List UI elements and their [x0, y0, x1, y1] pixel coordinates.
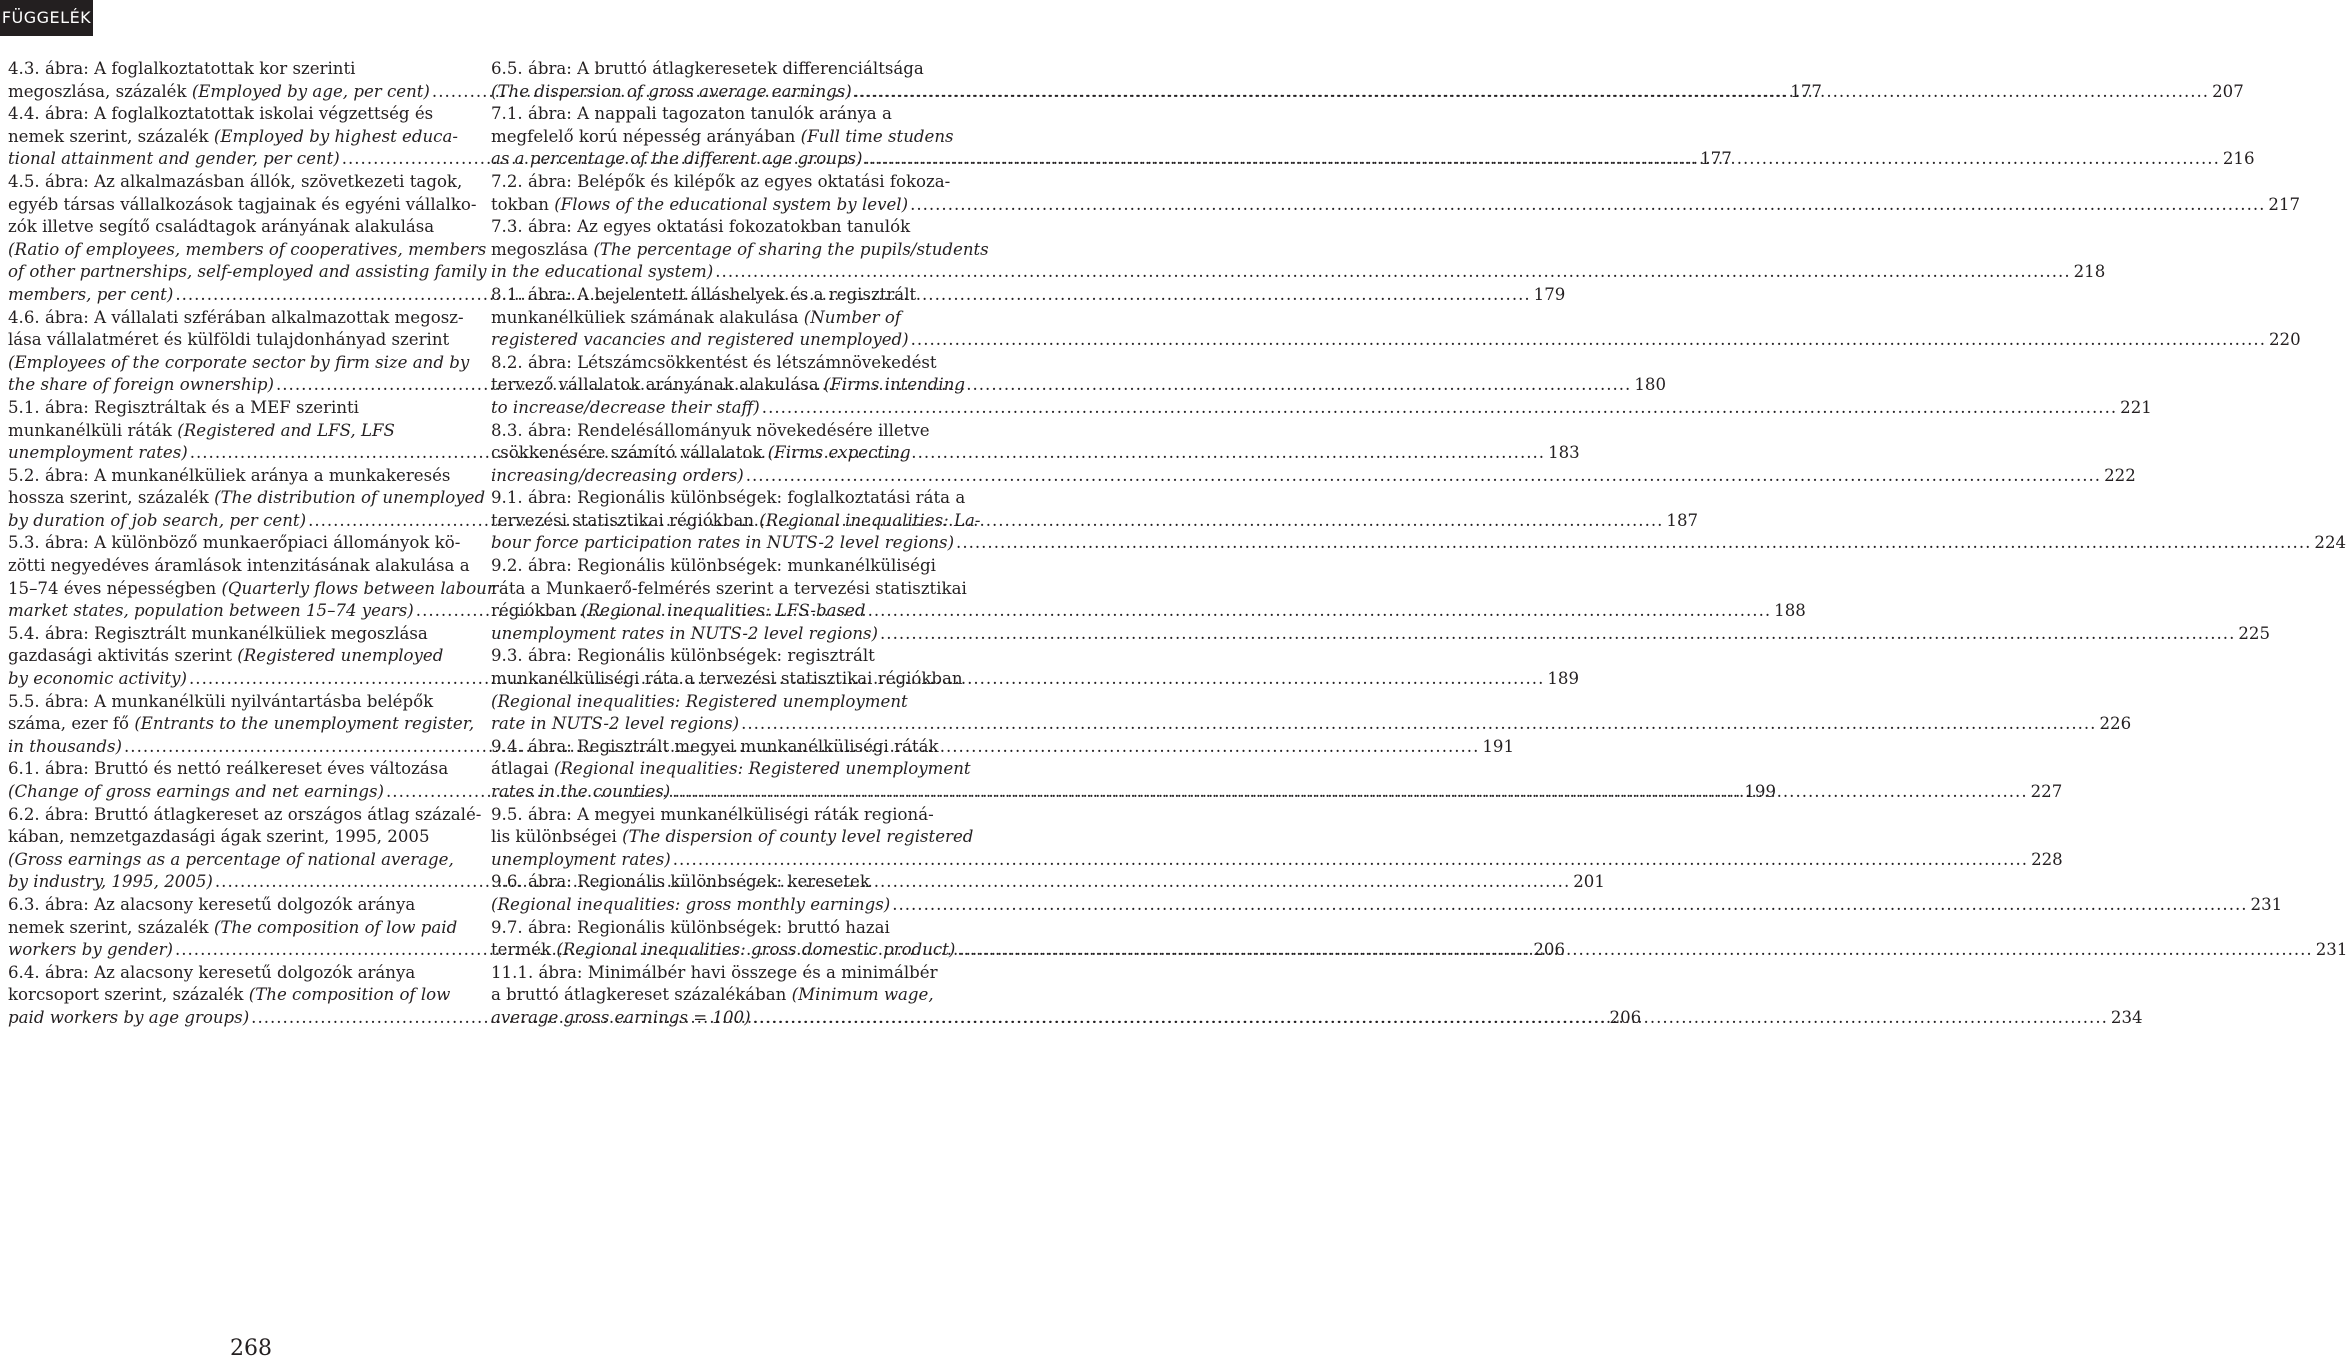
toc-entry-text: by industry, 1995, 2005): [8, 872, 213, 892]
toc-entry-text: régiókban (Regional inequalities: LFS-based: [491, 601, 866, 621]
toc-entry-line: [8, 420, 470, 443]
toc-entry-text: in the educational system): [491, 262, 714, 282]
toc-entry-text: tervezési statisztikai régiókban (Regional inequalities: La-: [491, 510, 981, 530]
toc-page-number: 201: [1573, 872, 1605, 892]
toc-entry-line: [8, 261, 487, 284]
toc-entry-text: korcsoport szerint, százalék (The composition of low: [8, 985, 451, 1005]
dot-leader: [910, 194, 2265, 217]
toc-entry-line: [491, 239, 989, 262]
toc-entry-line: [491, 849, 2063, 872]
toc-entry-line: [8, 487, 486, 510]
toc-entry-line: [491, 600, 953, 623]
dot-leader: [956, 532, 2311, 555]
toc-entry-line: [8, 465, 470, 488]
toc-entry-line: [491, 962, 953, 985]
toc-entry-text: (Employees of the corporate sector by firm size and by: [8, 352, 470, 372]
toc-page-number: 177: [1790, 81, 1822, 101]
toc-page-number: 206: [1533, 940, 1566, 960]
toc-entry-line: [8, 894, 470, 917]
toc-entry-line: [491, 691, 953, 714]
toc-entry-text: egyéb társas vállalkozások tagjainak és egyéni vállalko-: [8, 194, 477, 214]
toc-page-number: 221: [2120, 397, 2152, 417]
toc-entry-text: 6.4. ábra: Az alacsony keresetű dolgozók aránya: [8, 962, 416, 982]
toc-entry-line: [491, 826, 974, 849]
toc-entry-text: 8.2. ábra: Létszámcsökkentést és létszámnövekedést: [491, 352, 937, 372]
toc-entry-text: 9.4. ábra: Regisztrált megyei munkanélküliségi ráták: [491, 736, 939, 756]
toc-entry-text: 6.3. ábra: Az alacsony keresetű dolgozók aránya: [8, 894, 416, 914]
toc-entry-text: (Regional inequalities: Registered unemployment: [491, 691, 908, 711]
toc-entry-text: termék (Regional inequalities: gross domestic product): [491, 940, 956, 960]
toc-entry-line: [8, 984, 470, 1007]
dot-leader: [741, 713, 2096, 736]
toc-entry-text: by economic activity): [8, 669, 188, 689]
toc-entry-text: registered vacancies and registered unemployed): [491, 330, 909, 350]
toc-entry-text: (Ratio of employees, members of cooperatives, members: [8, 239, 487, 259]
toc-entry-text: ráta a Munkaerő-felmérés szerint a tervezési statisztikai: [491, 578, 967, 598]
dot-leader: [672, 781, 2027, 804]
dot-leader: [753, 1007, 2108, 1030]
dot-leader: [673, 849, 2028, 872]
toc-entry-text: the share of foreign ownership): [8, 375, 274, 395]
toc-entry-line: [8, 103, 470, 126]
toc-entry-text: zötti negyedéves áramlások intenzitásának alakulása a: [8, 556, 470, 576]
toc-entry-text: 9.1. ábra: Regionális különbségek: foglalkoztatási ráta a: [491, 488, 966, 508]
toc-page-number: 199: [1744, 782, 1777, 801]
toc-entry-line: [491, 645, 953, 668]
toc-entry-text: 7.2. ábra: Belépők és kilépők az egyes oktatási fokoza-: [491, 171, 951, 191]
toc-entry-text: by duration of job search, per cent): [8, 510, 307, 530]
toc-entry-line: [491, 623, 2271, 646]
toc-entry-text: 9.6. ábra: Regionális különbségek: keresetek: [491, 872, 870, 892]
toc-entry-text: (The dispersion of gross average earnings): [491, 81, 852, 101]
toc-entry-line: [491, 532, 2347, 555]
toc-entry-text: 7.1. ábra: A nappali tagozaton tanulók aránya a: [491, 104, 892, 124]
toc-entry-line: [8, 329, 470, 352]
toc-entry-text: száma, ezer fő (Entrants to the unemployment register,: [8, 714, 475, 734]
toc-entry-line: [491, 103, 953, 126]
dot-leader: [880, 623, 2235, 646]
toc-entry-text: paid workers by age groups): [8, 1007, 250, 1027]
toc-entry-text: lása vállalatméret és külföldi tulajdonhányad szerint: [8, 330, 450, 350]
toc-entry-text: increasing/decreasing orders): [491, 465, 744, 485]
dot-leader: [762, 397, 2117, 420]
toc-entry-text: 9.5. ábra: A megyei munkanélküliségi ráták regioná-: [491, 804, 934, 824]
dot-leader: [911, 329, 2266, 352]
toc-entry-line: [8, 917, 470, 940]
toc-entry-line: [491, 329, 2301, 352]
toc-entry-line: [8, 804, 482, 827]
toc-page-number: 227: [2030, 782, 2063, 801]
toc-page-number: 222: [2104, 465, 2136, 485]
toc-entry-text: 4.3. ábra: A foglalkoztatottak kor szerinti: [8, 59, 356, 78]
toc-page-number: 191: [1482, 736, 1515, 756]
toc-entry-line: [8, 126, 470, 149]
toc-entry-line: [491, 758, 971, 781]
toc-entry-text: 9.3. ábra: Regionális különbségek: regisztrált: [491, 646, 875, 666]
toc-entry-line: [491, 555, 953, 578]
toc-entry-text: 15–74 éves népességben (Quarterly flows between labour: [8, 578, 495, 598]
toc-page-number: 220: [2268, 330, 2301, 350]
toc-entry-text: 4.5. ábra: Az alkalmazásban állók, szövetkezeti tagok,: [8, 171, 463, 191]
toc-entry-line: [8, 239, 487, 262]
toc-entry-line: [8, 216, 470, 239]
toc-entry-line: [8, 713, 475, 736]
toc-entry-text: zók illetve segítő családtagok arányának alakulása: [8, 217, 435, 237]
toc-page-number: 188: [1774, 601, 1806, 621]
toc-entry-line: [491, 420, 953, 443]
page-number: 268: [230, 1336, 272, 1361]
toc-entry-line: [8, 532, 470, 555]
toc-entry-line: [491, 284, 953, 307]
toc-entry-line: [491, 397, 2152, 420]
toc-entry-text: 8.3. ábra: Rendelésállományuk növekedésére illetve: [491, 420, 930, 440]
toc-entry-text: lis különbségei (The dispersion of county level registered: [491, 827, 974, 847]
toc-entry-line: [491, 465, 2136, 488]
toc-entry-text: 9.2. ábra: Regionális különbségek: munkanélküliségi: [491, 556, 936, 576]
toc-entry-line: [8, 58, 470, 81]
toc-entry-text: 11.1. ábra: Minimálbér havi összege és a minimálbér: [491, 962, 938, 982]
toc-entry-line: [491, 917, 953, 940]
toc-entry[interactable]: [491, 216, 2106, 284]
toc-entry-text: 4.6. ábra: A vállalati szférában alkalmazottak megosz-: [8, 307, 464, 327]
toc-entry-text: 9.7. ábra: Regionális különbségek: bruttó hazai: [491, 917, 890, 937]
toc-entry-text: unemployment rates): [491, 849, 671, 869]
toc-entry-line: [8, 691, 470, 714]
toc-page-number: 231: [2250, 894, 2283, 914]
toc-entry-text: members, per cent): [8, 284, 174, 304]
toc-page-number: 179: [1533, 284, 1566, 304]
toc-entry-text: (Regional inequalities: gross monthly earnings): [491, 894, 891, 914]
toc-entry-text: 5.3. ábra: A különböző munkaerőpiaci állományok kö-: [8, 533, 461, 553]
dot-leader: [854, 81, 2209, 104]
section-header-label: FÜGGELÉK: [1, 8, 92, 27]
toc-entry-line: [8, 555, 470, 578]
toc-entry-line: [8, 645, 470, 668]
toc-entry-line: [491, 668, 963, 691]
toc-entry-text: 6.1. ábra: Bruttó és nettó reálkereset éves változása: [8, 759, 449, 779]
toc-entry-line: [491, 307, 953, 330]
toc-entry-text: unemployment rates in NUTS-2 level regions): [491, 623, 879, 643]
toc-entry-line: [8, 171, 470, 194]
toc-page-number: 218: [2073, 262, 2106, 282]
toc-entry-line: [491, 58, 953, 81]
toc-entry-text: a bruttó átlagkereset százalékában (Minimum wage,: [491, 985, 934, 1005]
dot-leader: [865, 148, 2220, 171]
toc-page-number: 177: [1700, 149, 1732, 169]
toc-entry-line: [491, 736, 953, 759]
toc-entry-text: 6.5. ábra: A bruttó átlagkeresetek differenciáltsága: [491, 59, 924, 78]
toc-entry-line: [491, 171, 953, 194]
toc-page-number: 216: [2222, 149, 2255, 169]
toc-entry-line: [8, 307, 470, 330]
toc-page-number: 226: [2099, 714, 2132, 734]
toc-entry-text: hossza szerint, százalék (The distribution of unemployed: [8, 488, 486, 508]
toc-entry[interactable]: [491, 171, 2301, 216]
toc-page-number: 189: [1547, 669, 1580, 689]
toc-entry-text: as a percentage of the different age groups): [491, 149, 863, 169]
toc-entry-line: [8, 578, 495, 601]
toc-entry-text: (Gross earnings as a percentage of national average,: [8, 849, 454, 869]
toc-entry-line: [491, 126, 953, 149]
dot-leader: [957, 939, 2312, 962]
toc-entry-text: in thousands): [8, 736, 123, 756]
toc-entry-text: megfelelő korú népesség arányában (Full time studens: [491, 126, 954, 146]
toc-entry-line: [8, 849, 470, 872]
toc-page-number: 231: [2315, 940, 2347, 960]
toc-entry-line: [491, 984, 953, 1007]
toc-entry-line: [8, 194, 477, 217]
toc-entry-text: unemployment rates): [8, 443, 188, 463]
toc-page-number: 180: [1634, 375, 1667, 395]
toc-entry-line: [491, 871, 953, 894]
toc-entry-text: 5.5. ábra: A munkanélküli nyilvántartásba belépők: [8, 691, 434, 711]
toc-entry-text: csökkenésére számító vállalatok (Firms expecting: [491, 443, 911, 463]
toc-entry-line: [8, 962, 470, 985]
toc-entry-text: nemek szerint, százalék (Employed by highest educa-: [8, 126, 458, 146]
toc-page-number: 228: [2031, 849, 2063, 869]
toc-entry-line: [491, 713, 2132, 736]
toc-entry-text: megoszlása (The percentage of sharing the pupils/students: [491, 239, 989, 259]
toc-page-number: 217: [2268, 194, 2301, 214]
toc-page-number: 183: [1548, 443, 1580, 463]
toc-entry-text: (Change of gross earnings and net earnings): [8, 782, 385, 801]
toc-entry-text: rate in NUTS-2 level regions): [491, 714, 740, 734]
toc-entry-text: 5.1. ábra: Regisztráltak és a MEF szerinti: [8, 397, 359, 417]
toc-entry-text: megoszlása, százalék (Employed by age, per cent): [8, 81, 430, 101]
dot-leader: [715, 261, 2070, 284]
toc-entry-line: [491, 352, 953, 375]
toc-entry-line: [491, 510, 981, 533]
toc-entry-text: tervező vállalatok arányának alakulása (Firms intending: [491, 375, 966, 395]
toc-entry-text: tokban (Flows of the educational system by level): [491, 194, 909, 214]
toc-entry-text: átlagai (Regional inequalities: Registered unemployment: [491, 759, 971, 779]
toc-entry-line: [491, 804, 953, 827]
toc-entry-text: munkanélküliek számának alakulása (Number of: [491, 307, 901, 327]
toc-entry-line: [491, 442, 953, 465]
toc-entry-text: 6.2. ábra: Bruttó átlagkereset az országos átlag százalé-: [8, 804, 482, 824]
toc-entry-text: workers by gender): [8, 940, 173, 960]
toc-entry-text: 7.3. ábra: Az egyes oktatási fokozatokban tanulók: [491, 217, 911, 237]
toc-entry-line: [491, 194, 2301, 217]
toc-entry-text: nemek szerint, százalék (The composition of low paid: [8, 917, 458, 937]
toc-entry-text: munkanélküliségi ráta a tervezési statisztikai régiókban: [491, 669, 963, 689]
toc-entry-line: [491, 894, 2283, 917]
section-header: [0, 0, 93, 36]
toc-entry[interactable]: [491, 804, 2063, 872]
toc-page-number: 207: [2212, 81, 2244, 101]
toc-page-number: 206: [1609, 1007, 1642, 1027]
toc-entry-text: bour force participation rates in NUTS-2 level regions): [491, 533, 955, 553]
toc-entry-text: tional attainment and gender, per cent): [8, 149, 340, 169]
toc-entry-line: [8, 352, 470, 375]
toc-entry-line: [8, 623, 470, 646]
toc-entry-text: 4.4. ábra: A foglalkoztatottak iskolai végzettség és: [8, 104, 434, 124]
toc-page-number: 234: [2110, 1007, 2143, 1027]
toc-entry-line: [8, 758, 470, 781]
toc-page-number: 187: [1666, 510, 1699, 530]
toc-entry-line: [491, 374, 966, 397]
toc-entry-line: [8, 397, 470, 420]
dot-leader: [746, 465, 2101, 488]
toc-entry-line: [491, 216, 953, 239]
toc-entry-text: 8.1. ábra: A bejelentett álláshelyek és a regisztrált: [491, 284, 917, 304]
toc-entry-text: to increase/decrease their staff): [491, 397, 760, 417]
toc-entry-text: munkanélküli ráták (Registered and LFS, LFS: [8, 420, 395, 440]
toc-entry-text: 5.4. ábra: Regisztrált munkanélküliek megoszlása: [8, 623, 428, 643]
toc-page-number: 224: [2314, 533, 2347, 553]
toc-entry-line: [491, 578, 967, 601]
toc-entry-text: kában, nemzetgazdasági ágak szerint, 1995, 2005: [8, 827, 430, 847]
toc-entry-text: 5.2. ábra: A munkanélküliek aránya a munkakeresés: [8, 465, 451, 485]
toc-entry-text: average gross earnings = 100): [491, 1007, 751, 1027]
toc-entry-text: of other partnerships, self-employed and assisting family: [8, 262, 487, 282]
toc-entry-line: [491, 261, 2106, 284]
toc-entry-text: gazdasági aktivitás szerint (Registered unemployed: [8, 646, 444, 666]
toc-entry-line: [8, 826, 470, 849]
toc-entry-text: market states, population between 15–74 years): [8, 601, 414, 621]
toc-page-number: 225: [2238, 623, 2271, 643]
toc-entry-text: rates in the counties): [491, 782, 671, 801]
dot-leader: [892, 894, 2247, 917]
toc-entry-line: [491, 487, 966, 510]
